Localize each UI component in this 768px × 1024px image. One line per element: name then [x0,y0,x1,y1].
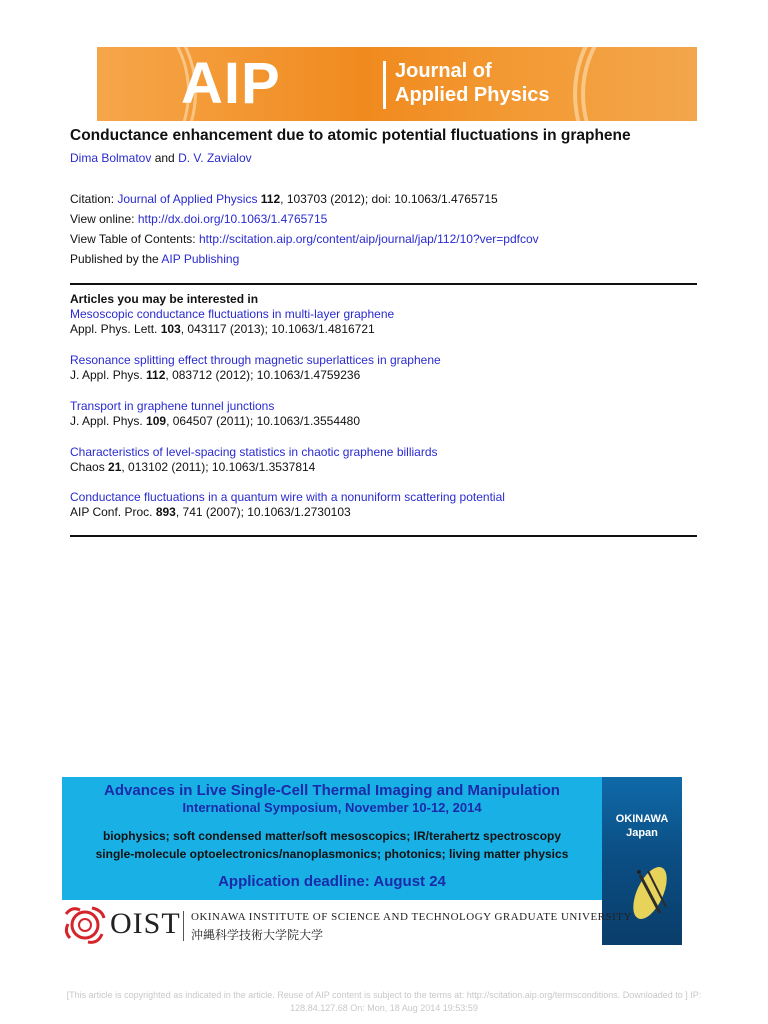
banner-divider [383,61,386,109]
authors-and: and [151,151,179,165]
ad-headline: Advances in Live Single-Cell Thermal Imaging and Manipulation [104,782,560,799]
citation-rest: , 103703 (2012); doi: 10.1063/1.4765715 [280,192,498,206]
related-item-volume: 893 [155,505,176,519]
related-item-rest: , 043117 (2013); 10.1063/1.4816721 [180,322,375,336]
ad-topics-2: single-molecule optoelectronics/nanoplasmonics; photonics; living matter physics [95,847,569,861]
related-item-rest: , 083712 (2012); 10.1063/1.4759236 [165,368,361,382]
view-online [70,212,327,226]
related-item-journal: Chaos [70,460,109,474]
view-online-link[interactable]: http://dx.doi.org/10.1063/1.4765715 [137,212,328,226]
oist-name-en: OKINAWA INSTITUTE OF SCIENCE AND TECHNOLOGY GRADUATE UNIVERSITY [191,911,632,923]
divider-top [70,283,697,285]
related-item-5 [70,490,505,520]
journal-name-line1: Journal of [395,60,492,82]
related-item-journal: J. Appl. Phys. [70,414,147,428]
oist-seal-icon [62,904,108,946]
related-item-title-link[interactable]: Resonance splitting effect through magnetic superlattices in graphene [70,353,441,367]
related-item-2 [70,353,441,383]
copyright-footer-line1: [This article is copyrighted as indicated in the article. Reuse of AIP content is subject to the terms at: http://scitation.aip.org/termsconditions. Downloaded to ] IP: [66,990,702,1000]
related-item-rest: , 741 (2007); 10.1063/1.2730103 [175,505,351,519]
related-item-journal: J. Appl. Phys. [70,368,147,382]
copyright-footer-line2: 128.84.127.68 On: Mon, 18 Aug 2014 19:53:59 [290,1003,478,1013]
related-item-rest: , 013102 (2011); 10.1063/1.3537814 [121,460,316,474]
divider-bottom [70,535,697,537]
oist-name-jp: 沖縄科学技術大学院大学 [191,928,324,942]
published-by [70,252,239,266]
view-online-label: View online: [70,212,138,226]
published-label: Published by the [70,252,162,266]
related-item-journal: AIP Conf. Proc. [70,505,156,519]
related-item-journal: Appl. Phys. Lett. [70,322,161,336]
citation [70,192,498,206]
related-item-title-link[interactable]: Characteristics of level-spacing statistics in chaotic graphene billiards [70,445,438,459]
related-item-title-link[interactable]: Conductance fluctuations in a quantum wire with a nonuniform scattering potential [70,490,505,504]
related-item-3 [70,399,360,429]
journal-name [395,59,550,107]
related-item-volume: 109 [146,414,167,428]
aip-logo: AIP [181,51,281,116]
related-item-rest: , 064507 (2011); 10.1063/1.3554480 [166,414,361,428]
related-item-title-link[interactable]: Transport in graphene tunnel junctions [70,399,275,413]
banner-swirl-right [573,47,697,121]
ad-topics-1: biophysics; soft condensed matter/soft mesoscopics; IR/terahertz spectroscopy [102,829,562,843]
article-title: Conductance enhancement due to atomic potential fluctuations in graphene [70,127,631,144]
oist-logo-text: OIST [110,907,181,940]
author-link-1[interactable]: Dima Bolmatov [70,151,152,165]
citation-volume: 112 [260,192,281,206]
related-item-4 [70,445,438,475]
publisher-link[interactable]: AIP Publishing [161,252,240,266]
toc-link[interactable]: http://scitation.aip.org/content/aip/journal/jap/112/10?ver=pdfcov [198,232,539,246]
ad-location [602,812,682,840]
journal-name-line2: Applied Physics [395,84,550,106]
related-item-volume: 21 [108,460,122,474]
citation-journal-link[interactable]: Journal of Applied Physics [117,192,258,206]
citation-label: Citation: [70,192,118,206]
related-item-title-link[interactable]: Mesoscopic conductance fluctuations in multi-layer graphene [70,307,395,321]
ad-location-country: Japan [626,827,658,839]
ad-location-city: OKINAWA [615,813,669,825]
related-heading: Articles you may be interested in [70,292,259,306]
toc-label: View Table of Contents: [70,232,199,246]
view-toc [70,232,539,246]
oist-divider [183,911,184,941]
ad-subhead: International Symposium, November 10-12, 2014 [182,800,482,815]
journal-banner [97,47,697,121]
related-item-1 [70,307,394,337]
author-link-2[interactable]: D. V. Zavialov [178,151,252,165]
authors [70,151,252,165]
ad-deadline: Application deadline: August 24 [218,873,446,890]
related-item-volume: 112 [146,368,166,382]
related-item-volume: 103 [160,322,181,336]
